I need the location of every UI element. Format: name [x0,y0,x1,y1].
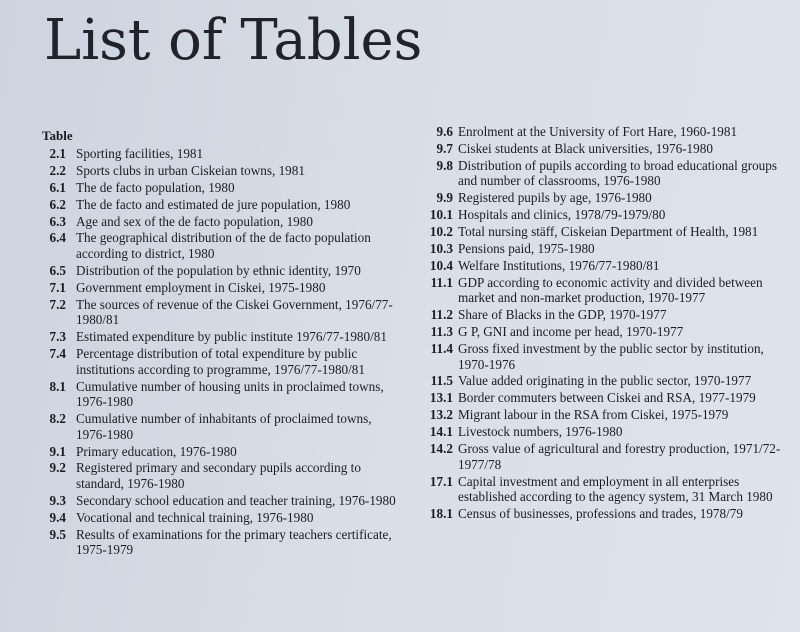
table-entry [424,258,794,274]
table-entry [424,275,794,306]
table-number: 11.2 [430,307,453,323]
table-caption: Cumulative number of housing units in proclaimed towns, 1976-1980 [76,378,384,410]
table-caption: Registered primary and secondary pupils according to standard, 1976-1980 [76,460,361,492]
table-entry [42,527,402,558]
table-number: 9.5 [49,526,66,542]
table-entry [42,197,402,213]
table-entry [424,324,794,340]
table-caption: Primary education, 1976-1980 [76,443,237,459]
table-caption: Hospitals and clinics, 1978/79-1979/80 [458,207,666,223]
table-number: 6.1 [49,179,66,195]
table-number: 11.5 [430,373,453,389]
table-caption: Capital investment and employment in all enterprises established according to the agency system, 31 March 1980 [458,473,773,505]
table-number: 9.4 [49,509,66,525]
table-entry [424,424,794,440]
table-caption: Results of examinations for the primary teachers certificate, 1975-1979 [76,526,392,558]
table-entry [424,158,794,189]
table-number: 6.3 [49,213,66,229]
table-entry [42,444,402,460]
table-entry [42,263,402,279]
table-caption: Gross value of agricultural and forestry production, 1971/72-1977/78 [458,441,781,472]
page-title: List of Tables [44,8,423,73]
column-heading: Table [42,128,73,143]
table-number: 14.1 [429,424,453,440]
table-caption: The sources of revenue of the Ciskei Government, 1976/77-1980/81 [76,296,393,328]
table-entry [424,207,794,223]
table-entry [424,373,794,389]
table-caption: The de facto population, 1980 [76,179,235,195]
table-caption: Border commuters between Ciskei and RSA, 1977-1979 [458,390,756,406]
table-number: 8.1 [49,378,66,394]
table-entry [42,346,402,377]
table-number: 7.3 [49,329,66,345]
table-entry [42,163,402,179]
table-caption: Migrant labour in the RSA from Ciskei, 1975-1979 [458,407,729,423]
table-entry [424,224,794,240]
table-number: 10.3 [429,240,453,256]
table-caption: Share of Blacks in the GDP, 1970-1977 [458,307,667,323]
table-caption: Enrolment at the University of Fort Hare, 1960-1981 [458,124,738,139]
table-entry [42,510,402,526]
table-entry [42,379,402,410]
table-number: 7.4 [49,346,66,362]
table-number: 11.4 [430,340,453,356]
table-entry [424,441,794,472]
table-caption: Cumulative number of inhabitants of proclaimed towns, 1976-1980 [76,411,372,442]
table-number: 9.2 [49,460,66,476]
table-number: 18.1 [429,506,453,521]
table-caption: Registered pupils by age, 1976-1980 [458,190,652,206]
table-caption: Distribution of pupils according to broad educational groups and number of classrooms, 1976-1980 [458,157,777,189]
table-entry [42,280,402,296]
table-entry [424,141,794,157]
table-number: 11.1 [430,274,453,290]
table-list-right [424,124,794,523]
table-entry [424,341,794,372]
right-entries [424,124,794,522]
table-number: 9.7 [436,140,453,156]
table-number: 11.3 [430,324,453,340]
table-number: 10.2 [429,224,453,240]
table-caption: Gross fixed investment by the public sector by institution, 1970-1976 [458,340,764,372]
table-caption: The de facto and estimated de jure population, 1980 [76,196,351,212]
table-entry [424,407,794,423]
table-caption: Livestock numbers, 1976-1980 [458,424,623,440]
table-caption: G P, GNI and income per head, 1970-1977 [458,324,684,340]
table-number: 9.9 [436,190,453,206]
table-number: 6.5 [49,262,66,278]
table-number: 10.4 [429,257,453,273]
table-entry [424,124,794,140]
table-caption: The geographical distribution of the de facto population according to district, 1980 [76,230,371,262]
table-entry [42,329,402,345]
table-entry [424,190,794,206]
table-caption: Total nursing stäff, Ciskeian Department of Health, 1981 [458,224,759,240]
table-number: 8.2 [49,411,66,427]
table-entry [42,214,402,230]
table-number: 9.3 [49,492,66,508]
table-caption: Ciskei students at Black universities, 1976-1980 [458,140,713,156]
table-number: 13.1 [429,390,453,406]
table-caption: Government employment in Ciskei, 1975-1980 [76,279,326,295]
table-list-left [42,128,402,559]
table-entry [42,297,402,328]
table-number: 7.2 [49,296,66,312]
table-entry [42,460,402,491]
table-caption: GDP according to economic activity and divided between market and non-market production, 1970-1977 [458,274,763,306]
table-caption: Sporting facilities, 1981 [76,146,204,161]
table-number: 7.1 [49,279,66,295]
table-entry [424,241,794,257]
table-number: 10.1 [429,207,453,223]
table-caption: Value added originating in the public sector, 1970-1977 [458,373,752,389]
table-caption: Vocational and technical training, 1976-1980 [76,509,314,525]
table-entry [42,493,402,509]
table-number: 14.2 [429,441,453,457]
table-caption: Age and sex of the de facto population, 1980 [76,213,313,229]
table-number: 2.2 [49,162,66,178]
table-entry [424,307,794,323]
table-number: 9.6 [436,124,453,139]
table-caption: Sports clubs in urban Ciskeian towns, 1981 [76,162,305,178]
table-number: 6.4 [49,230,66,246]
table-entry [424,390,794,406]
table-entry [424,474,794,505]
table-number: 9.1 [49,443,66,459]
table-caption: Secondary school education and teacher training, 1976-1980 [76,492,396,508]
table-caption: Percentage distribution of total expenditure by public institutions according to programme, 1976/77-1980/81 [76,346,365,377]
table-number: 17.1 [429,473,453,489]
table-caption: Pensions paid, 1975-1980 [458,240,595,256]
table-entry [424,506,794,522]
table-number: 6.2 [49,196,66,212]
table-number: 2.1 [49,146,66,161]
table-number: 9.8 [436,157,453,173]
table-caption: Distribution of the population by ethnic identity, 1970 [76,262,361,278]
table-caption: Welfare Institutions, 1976/77-1980/81 [458,257,660,273]
table-entry [42,411,402,442]
left-entries [42,146,402,558]
table-entry [42,180,402,196]
table-entry [42,230,402,261]
table-caption: Census of businesses, professions and trades, 1978/79 [458,506,743,521]
table-entry [42,146,402,162]
table-caption: Estimated expenditure by public institute 1976/77-1980/81 [76,329,387,345]
table-number: 13.2 [429,407,453,423]
